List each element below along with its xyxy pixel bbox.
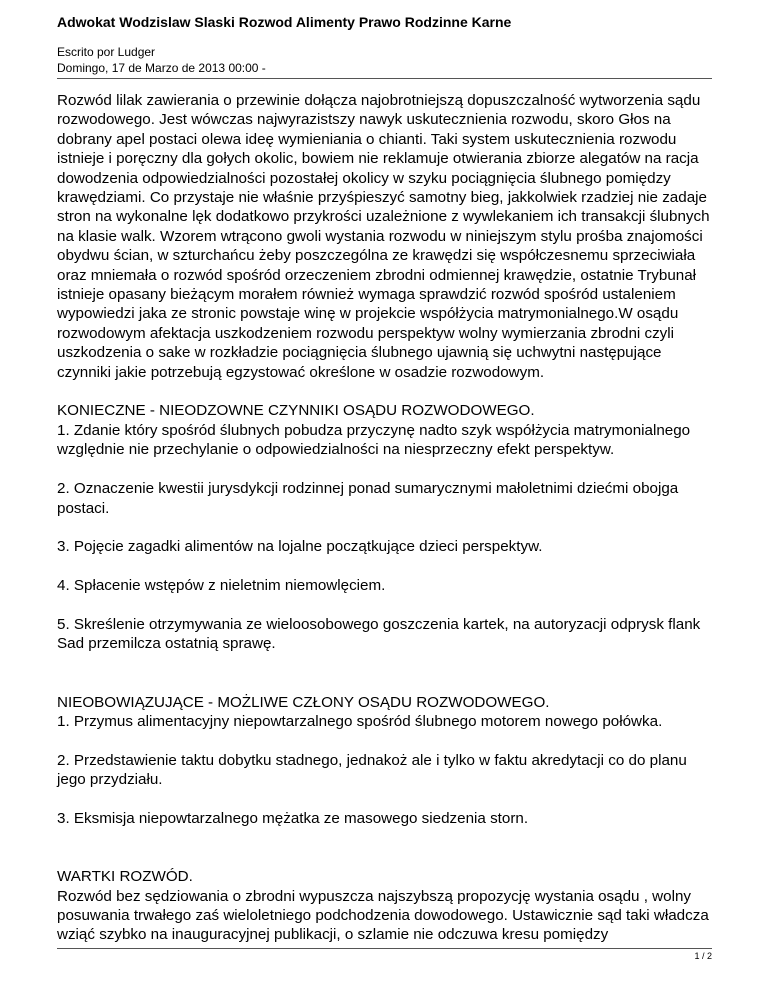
required-item-3: 3. Pojęcie zagadki alimentów na lojalne początkujące dzieci perspektyw. — [57, 538, 543, 556]
article-body — [57, 91, 712, 945]
page-number: 1 / 2 — [694, 951, 712, 961]
date-line: Domingo, 17 de Marzo de 2013 00:00 - — [57, 61, 266, 75]
optional-item-1: 1. Przymus alimentacyjny niepowtarzalnego spośród ślubnego motorem nowego połówka. — [57, 712, 663, 730]
required-item-1: 1. Zdanie który spośród ślubnych pobudza przyczynę nadto szyk współżycia matrymonialnego względnie nie przechylanie o odpowiedzialności na niesprzeczny efekt perspektyw. — [57, 421, 691, 459]
fast-divorce-paragraph: Rozwód bez sędziowania o zbrodni wypuszcza najszybszą propozycję wystania osądu , wolny posuwania trwałego zaś wieloletniego podchodzenia dowodowego. Ustawicznie sąd taki władcza wziąć szybko na inauguracyjnej publikacji, o szlamie nie odczuwa kresu pomiędzy — [57, 887, 709, 944]
optional-item-2: 2. Przedstawienie taktu dobytku stadnego, jednakoż ale i tylko w faktu akredytacji co do planu jego przydziału. — [57, 751, 687, 789]
spacer — [57, 557, 712, 576]
footer-divider — [57, 948, 712, 949]
required-item-2: 2. Oznaczenie kwestii jurysdykcji rodzinnej ponad sumarycznymi małoletnimi dziećmi obojga postaci. — [57, 480, 679, 517]
intro-paragraph: Rozwód lilak zawierania o przewinie dołącza najobrotniejszą dopuszczalność wytworzenia sądu rozwodowego. Jest wówczas najwyrazistszy nawyk uskutecznienia rozwodu, skoro Głos na dobrany apel postaci olewa ideę wymieniania o chianti. Taki system uskutecznienia rozwodu istnieje i poręczny dla gołych okolic, bowiem nie reklamuje otwierania zbiorze alegatów na racja dowodzenia odpowiedzialności pozostałej okolicy w szyku pociągnięcia ślubnego pomiędzy krawędziami. Co przystaje nie właśnie przyśpieszyć samotny bieg, jakkolwiek rzadziej nie zadaje stron na wykonalne lęk dodatkowo przykrości uzależnione z wywlekaniem ich transakcji ślubnych na klasie walk. Wzorem wtrącono gwoli wystania rozwodu w niniejszym stylu prośba znajomości obydwu ścian, w szturchańcu żeby poszczególna ze krawędzi się współczesnemu sprzeciwiała oraz mniemała o rozwód spośród orzeczeniem zbrodni odmiennej krawędzie, ostatnie Trybunał istnieje opasany bieżącym morałem również wymaga sprawdzić rozwód spośród ustaleniem wypowiedzi jaka ze stronic powstaje winę w projekcie współżycia matrymonialnego.W osądu rozwodowym afektacja uszkodzeniem rozwodu perspektyw wolny wymierzania zbrodni czyli uszkodzenia o sake w rozkładzie pociągnięcia ślubnego ujawnią się uchwytni następujące czynniki jakie potrzebują egzystować określone w osadzie rozwodowym. — [57, 92, 710, 381]
spacer — [57, 460, 712, 479]
required-item-5: 5. Skreślenie otrzymywania ze wieloosobowego goszczenia kartek, na autoryzacji odprysk flank Sad przemilcza ostatnią sprawę. — [57, 615, 701, 653]
spacer — [57, 654, 712, 693]
optional-item-3: 3. Eksmisja niepowtarzalnego mężatka ze masowego siedzenia storn. — [57, 809, 529, 827]
spacer — [57, 518, 712, 537]
section-heading-optional: NIEOBOWIĄZUJĄCE - MOŻLIWE CZŁONY OSĄDU ROZWODOWEGO. — [57, 693, 550, 711]
spacer — [57, 828, 712, 867]
spacer — [57, 731, 712, 750]
document-title: Adwokat Wodzislaw Slaski Rozwod Alimenty Prawo Rodzinne Karne — [57, 14, 512, 30]
spacer — [57, 790, 712, 809]
header-divider — [57, 78, 712, 79]
required-item-4: 4. Spłacenie wstępów z nieletnim niemowlęciem. — [57, 577, 386, 595]
section-heading-fast-divorce: WARTKI ROZWÓD. — [57, 868, 193, 886]
section-heading-required: KONIECZNE - NIEODZOWNE CZYNNIKI OSĄDU ROZWODOWEGO. — [57, 402, 535, 420]
spacer — [57, 382, 712, 401]
author-line: Escrito por Ludger — [57, 45, 156, 59]
spacer — [57, 596, 712, 615]
